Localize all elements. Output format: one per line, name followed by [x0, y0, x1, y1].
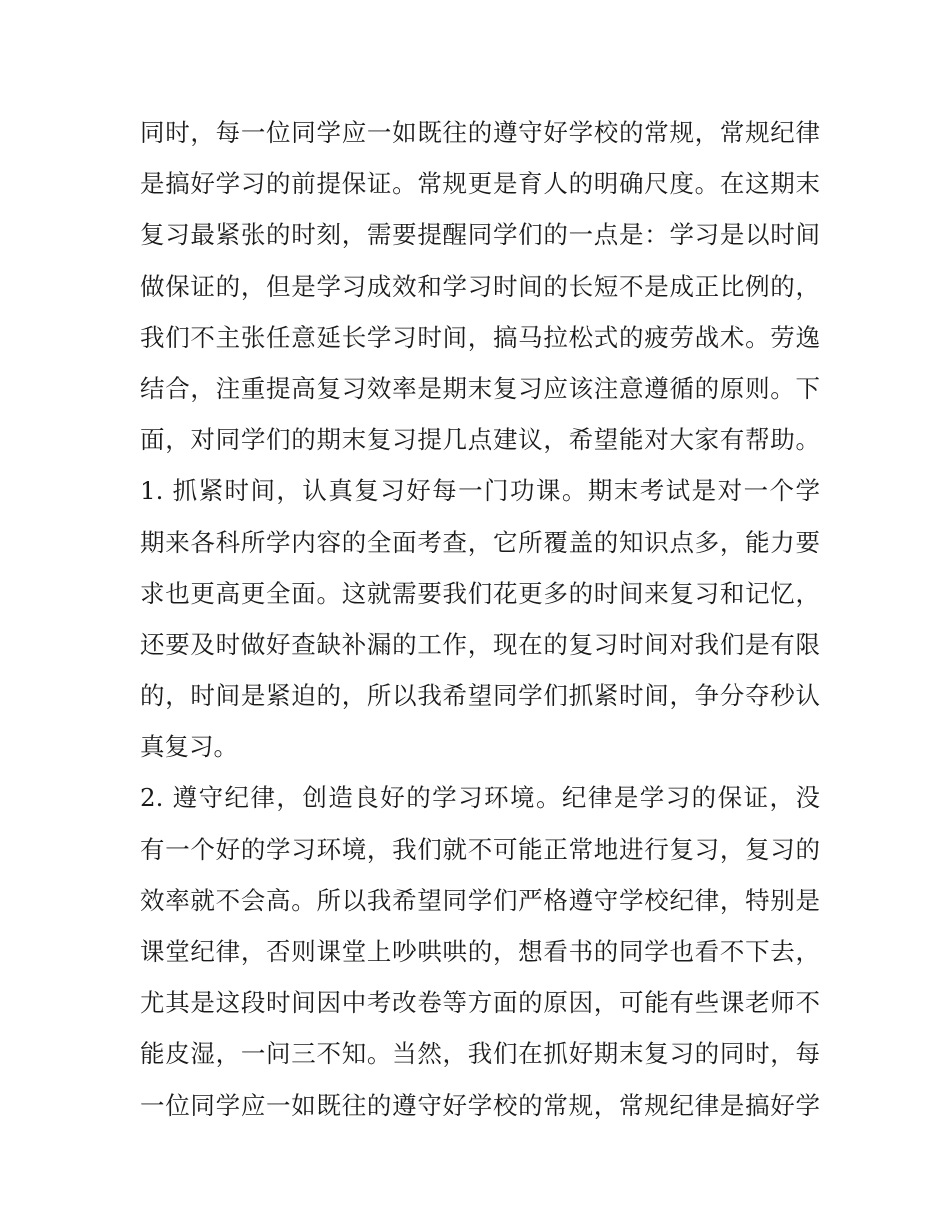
document-body-text: [140, 107, 820, 1131]
text-line: 真复习。: [140, 732, 238, 762]
text-line: 有一个好的学习环境，我们就不可能正常地进行复习，复习的: [140, 834, 820, 864]
text-line: 课堂纪律，否则课堂上吵哄哄的，想看书的同学也看不下去，: [140, 937, 820, 966]
text-line: 做保证的，但是学习成效和学习时间的长短不是成正比例的，: [140, 271, 820, 301]
text-line: 的，时间是紧迫的，所以我希望同学们抓紧时间，争分夺秒认: [140, 681, 820, 711]
text-line: 期来各科所学内容的全面考查，它所覆盖的知识点多，能力要: [140, 527, 820, 557]
text-line: 效率就不会高。所以我希望同学们严格遵守学校纪律，特别是: [140, 885, 820, 915]
text-line: 结合，注重提高复习效率是期末复习应该注意遵循的原则。下: [140, 373, 820, 403]
text-line: 同时，每一位同学应一如既往的遵守好学校的常规，常规纪律: [140, 118, 820, 147]
text-line: 复习最紧张的时刻，需要提醒同学们的一点是：学习是以时间: [140, 220, 820, 250]
text-line: 是搞好学习的前提保证。常规更是育人的明确尺度。在这期末: [140, 169, 820, 199]
text-line: 尤其是这段时间因中考改卷等方面的原因，可能有些课老师不: [140, 988, 820, 1018]
text-line: 能皮湿，一问三不知。当然，我们在抓好期末复习的同时，每: [140, 1039, 820, 1069]
text-line: 2. 遵守纪律，创造良好的学习环境。纪律是学习的保证，没: [140, 783, 820, 813]
text-line: 一位同学应一如既往的遵守好学校的常规，常规纪律是搞好学: [140, 1090, 820, 1120]
text-line: 1. 抓紧时间，认真复习好每一门功课。期末考试是对一个学: [140, 476, 820, 506]
text-line: 求也更高更全面。这就需要我们花更多的时间来复习和记忆，: [140, 578, 820, 608]
text-line: 还要及时做好查缺补漏的工作，现在的复习时间对我们是有限: [140, 629, 820, 659]
text-line: 我们不主张任意延长学习时间，搞马拉松式的疲劳战术。劳逸: [140, 322, 820, 352]
text-line: 面，对同学们的期末复习提几点建议，希望能对大家有帮助。: [140, 425, 820, 455]
